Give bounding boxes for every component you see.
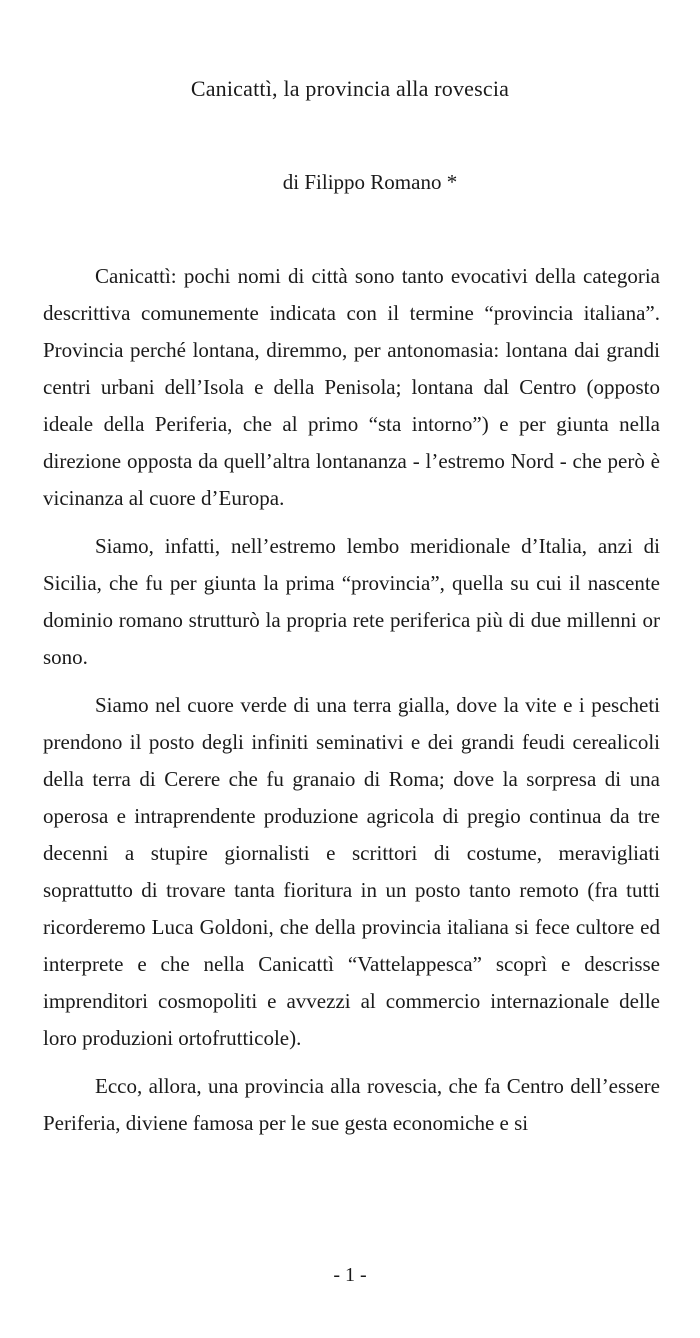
paragraph: Ecco, allora, una provincia alla rovescia, che fa Centro dell’essere Periferia, diviene famosa per le sue gesta economiche e si	[43, 1074, 660, 1135]
paragraph: Siamo, infatti, nell’estremo lembo meridionale d’Italia, anzi di Sicilia, che fu per giunta la prima “provincia”, quella su cui il nascente dominio romano strutturò la propria rete periferica più di due millenni or sono.	[43, 534, 660, 669]
paragraph: Canicattì: pochi nomi di città sono tanto evocativi della categoria descrittiva comunemente indicata con il termine “provincia italiana”. Provincia perché lontana, diremmo, per antonomasia: lontana dai grandi centri urbani dell’Isola e della Penisola; lontana dal Centro (opposto ideale della Periferia, che al primo “sta intorno”) e per giunta nella direzione opposta da quell’altra lontananza - l’estremo Nord - che però è vicinanza al cuore d’Europa.	[43, 264, 660, 510]
paragraph: Siamo nel cuore verde di una terra gialla, dove la vite e i pescheti prendono il posto degli infiniti seminativi e dei grandi feudi cerealicoli della terra di Cerere che fu granaio di Roma; dove la sorpresa di una operosa e intraprendente produzione agricola di pregio continua da tre decenni a stupire giornalisti e scrittori di costume, meravigliati soprattutto di trovare tanta fioritura in un posto tanto remoto (fra tutti ricorderemo Luca Goldoni, che della provincia italiana si fece cultore ed interprete e che nella Canicattì “Vattelappesca” scoprì e descrisse imprenditori cosmopoliti e avvezzi al commercio internazionale delle loro produzioni ortofrutticole).	[43, 693, 660, 1050]
author-line: di Filippo Romano *	[282, 170, 458, 194]
body-text	[43, 258, 660, 1153]
page-number: - 1 -	[333, 1264, 367, 1286]
document-title: Canicattì, la provincia alla rovescia	[190, 76, 510, 101]
